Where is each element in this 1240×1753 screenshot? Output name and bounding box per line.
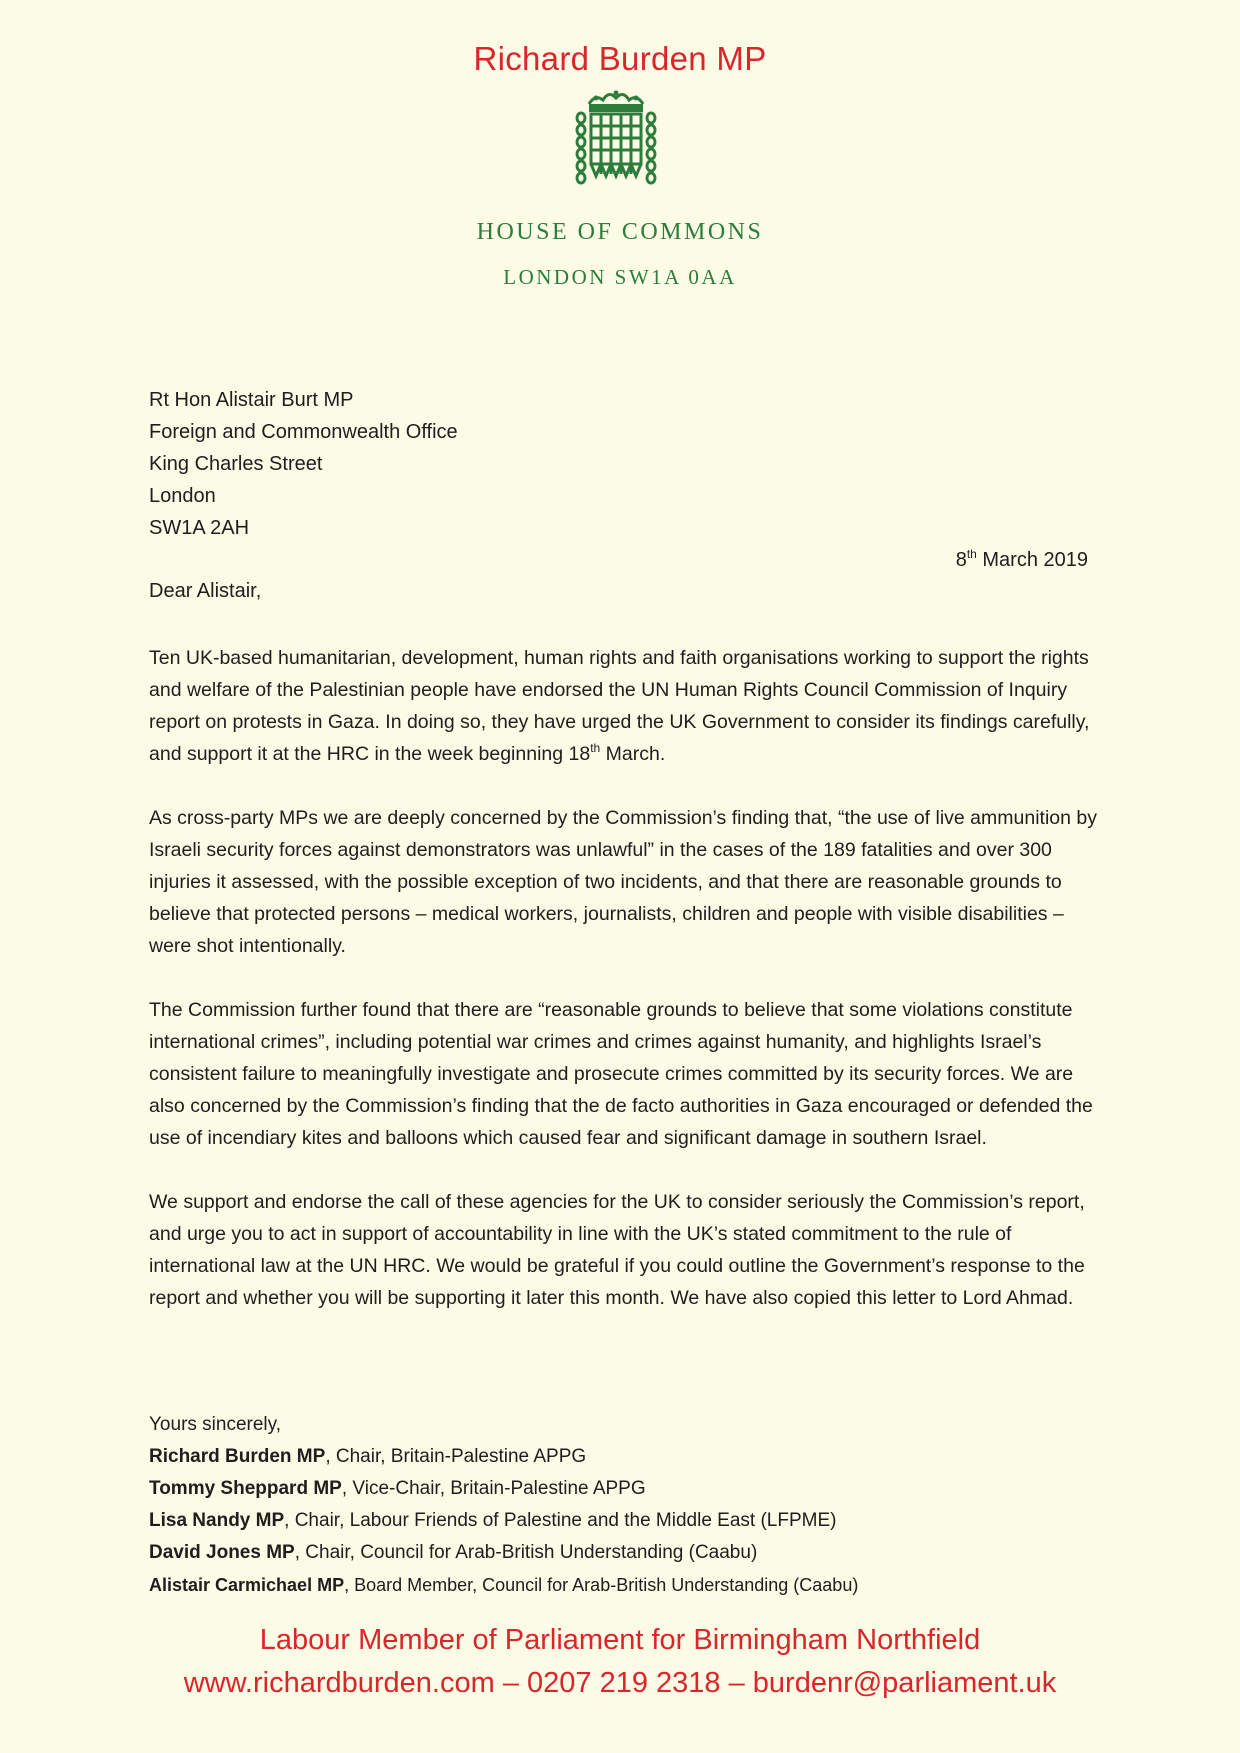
letterhead-house: HOUSE OF COMMONS — [476, 219, 764, 245]
footer-constituency: Labour Member of Parliament for Birmingham Northfield — [259, 1624, 981, 1656]
signatory-name: Lisa Nandy MP — [149, 1510, 285, 1531]
signatory-name: David Jones MP — [149, 1542, 295, 1563]
date-month-year: March 2019 — [976, 549, 1088, 571]
paragraph-1-ordinal: th — [590, 741, 601, 755]
signatory-name: Tommy Sheppard MP — [149, 1478, 342, 1499]
signatory — [149, 1537, 1109, 1569]
signatory — [149, 1441, 1109, 1473]
paragraph-1-text: Ten UK-based humanitarian, development, human rights and faith organisations working to support the rights and welfare of the Palestinian people have endorsed the UN Human Rights Council Commission of Inquiry report on protests in Gaza. In doing so, they have urged the UK Government to consider its findings carefully, and support it at the HRC in the week beginning 18 — [149, 647, 1090, 765]
signatory-name: Richard Burden MP — [149, 1446, 326, 1467]
paragraph-4: We support and endorse the call of these agencies for the UK to consider seriously the Commission’s report, and urge you to act in support of accountability in line with the UK’s stated commitment to the rule of international law at the UN HRC. We would be grateful if you could outline the Government’s response to the report and whether you will be supporting it later this month. We have also copied this letter to Lord Ahmad. — [149, 1191, 1085, 1309]
signatory-role: , Vice-Chair, Britain-Palestine APPG — [341, 1478, 646, 1499]
signatory-name: Alistair Carmichael MP — [149, 1575, 345, 1595]
signatory — [149, 1505, 1109, 1537]
paragraph-1-end: March. — [600, 743, 666, 765]
signoff — [149, 1409, 1109, 1601]
letterhead-mp-name: Richard Burden MP — [473, 40, 767, 77]
portcullis-icon — [573, 88, 659, 188]
letter-body — [149, 642, 1099, 1346]
signatory-role: , Board Member, Council for Arab-British Understanding (Caabu) — [344, 1575, 859, 1595]
paragraph-1 — [149, 642, 1099, 770]
closing: Yours sincerely, — [149, 1414, 282, 1435]
signatory-role: , Chair, Council for Arab-British Understanding (Caabu) — [294, 1542, 758, 1563]
recipient-line: King Charles Street — [149, 453, 323, 475]
recipient-line: SW1A 2AH — [149, 517, 250, 539]
signatory-role: , Chair, Labour Friends of Palestine and the Middle East (LFPME) — [284, 1510, 837, 1531]
footer-contact: www.richardburden.com – 0207 219 2318 – burdenr@parliament.uk — [183, 1667, 1057, 1699]
recipient-address — [149, 384, 458, 544]
salutation: Dear Alistair, — [149, 580, 262, 602]
recipient-line: Foreign and Commonwealth Office — [149, 421, 458, 443]
signatory — [149, 1473, 1109, 1505]
signatory — [149, 1569, 1109, 1601]
signatory-role: , Chair, Britain-Palestine APPG — [325, 1446, 587, 1467]
letter-date — [956, 549, 1088, 572]
paragraph-3: The Commission further found that there are “reasonable grounds to believe that some violations constitute international crimes”, including potential war crimes and crimes against humanity, and highlights Israel’s consistent failure to meaningfully investigate and prosecute crimes committed by its security forces. We are also concerned by the Commission’s finding that the de facto authorities in Gaza encouraged or defended the use of incendiary kites and balloons which caused fear and significant damage in southern Israel. — [149, 999, 1093, 1149]
date-suffix: th — [966, 547, 977, 561]
date-day: 8 — [955, 549, 967, 571]
recipient-line: Rt Hon Alistair Burt MP — [149, 389, 354, 411]
recipient-line: London — [149, 485, 216, 507]
paragraph-2: As cross-party MPs we are deeply concerned by the Commission’s finding that, “the use of live ammunition by Israeli security forces against demonstrators was unlawful” in the cases of the 189 fatalities and over 300 injuries it assessed, with the possible exception of two incidents, and that there are reasonable grounds to believe that protected persons – medical workers, journalists, children and people with visible disabilities – were shot intentionally. — [149, 807, 1097, 957]
letterhead-address: LONDON SW1A 0AA — [503, 265, 737, 289]
